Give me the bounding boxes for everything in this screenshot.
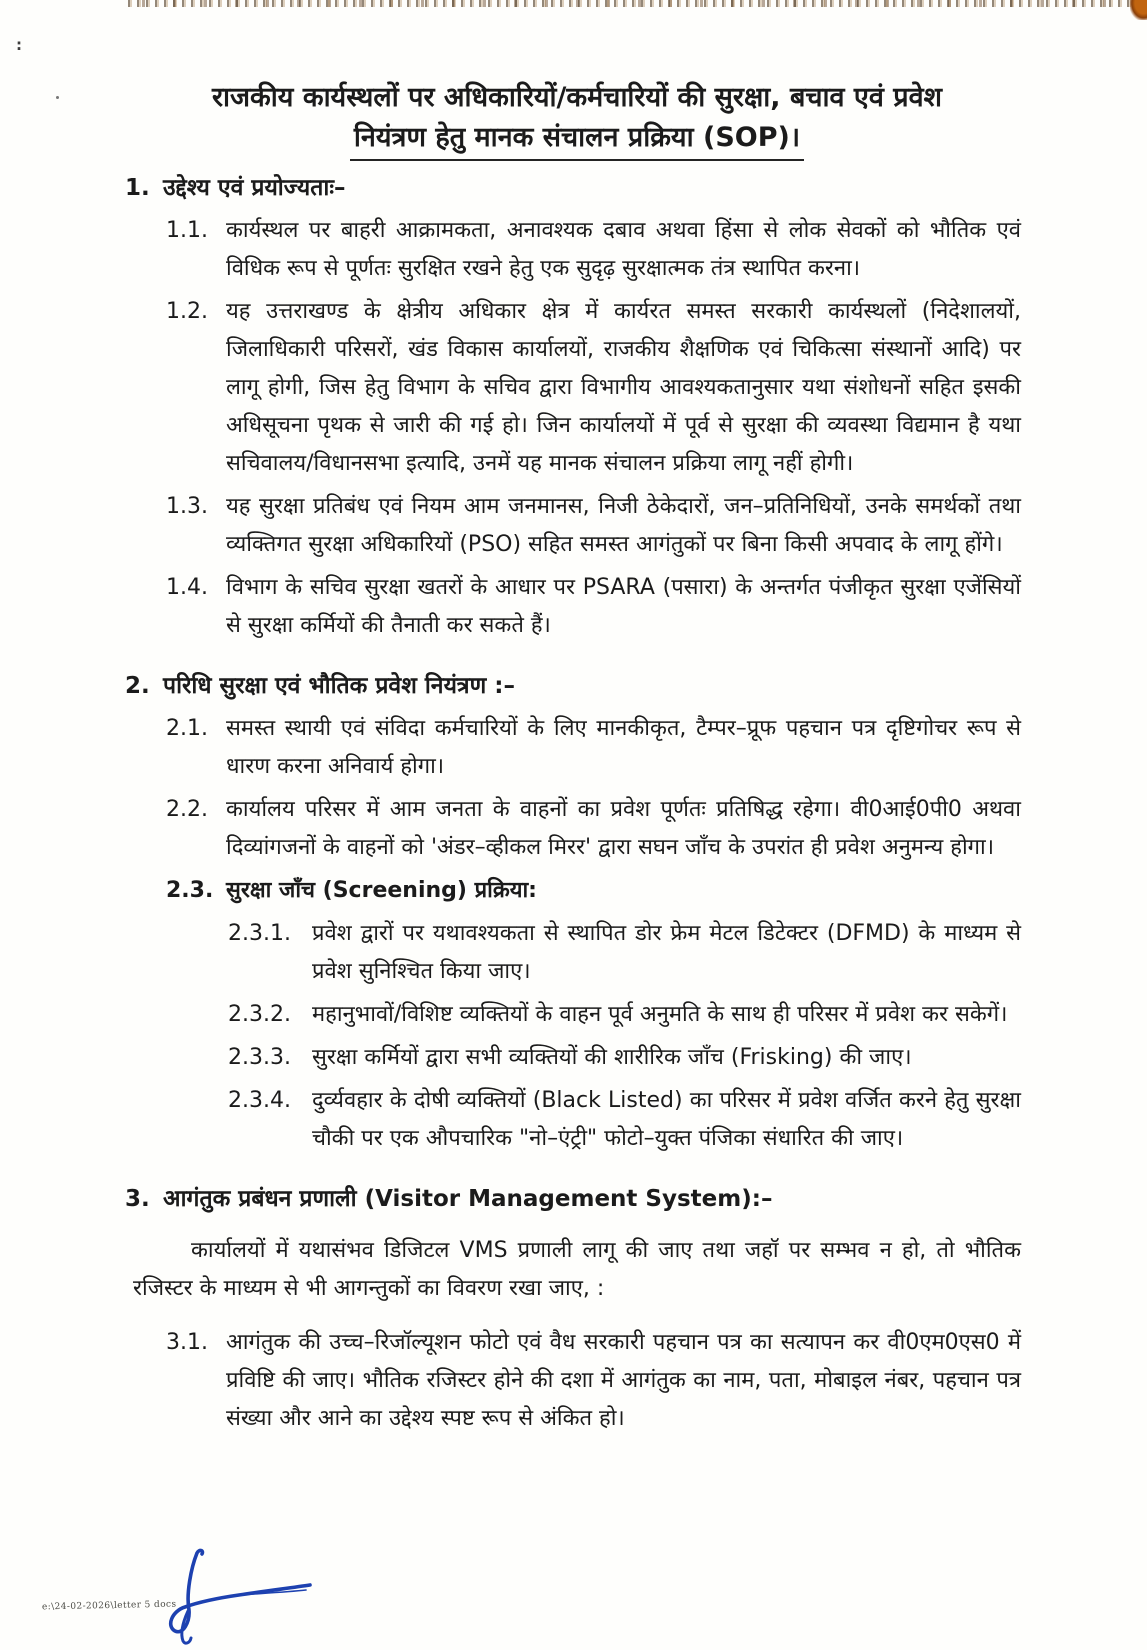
clause-text: सुरक्षा कर्मियों द्वारा सभी व्यक्तियों की शारीरिक जाँच (Frisking) की जाए।	[312, 1045, 912, 1070]
clause-2-3-2	[228, 996, 1021, 1034]
clause-1-1	[166, 212, 1021, 288]
document-title	[133, 78, 1021, 161]
title-line-1: राजकीय कार्यस्थलों पर अधिकारियों/कर्मचारियों की सुरक्षा, बचाव एवं प्रवेश	[211, 82, 943, 113]
clause-text: महानुभावों/विशिष्ट व्यक्तियों के वाहन पूर्व अनुमति के साथ ही परिसर में प्रवेश कर सकेगें।	[312, 1002, 1008, 1027]
clause-number: 1.3.	[166, 494, 208, 519]
scan-dot-speck	[56, 96, 59, 99]
clause-text: आगंतुक की उच्च–रिजॉल्यूशन फोटो एवं वैध सरकारी पहचान पत्र का सत्यापन कर वी0एम0एस0 में प्रविष्टि की जाए। भौतिक रजिस्टर होने की दशा में आगंतुक का नाम, पता, मोबाइल नंबर, पहचान पत्र संख्या और आने का उद्देश्य स्पष्ट रूप से अंकित हो।	[226, 1330, 1021, 1431]
section-2-title: परिधि सुरक्षा एवं भौतिक प्रवेश नियंत्रण :–	[163, 673, 515, 699]
clause-heading-text: सुरक्षा जाँच (Screening) प्रक्रिया:	[226, 878, 537, 903]
title-line-2: नियंत्रण हेतु मानक संचालन प्रक्रिया (SOP)।	[350, 118, 804, 161]
clause-number: 2.3.2.	[228, 1002, 291, 1027]
clause-3-1	[166, 1324, 1021, 1438]
scan-edge-artifact	[128, 0, 1133, 7]
handwritten-signature	[138, 1548, 318, 1648]
clause-number: 2.1.	[166, 716, 208, 741]
clause-text: कार्यस्थल पर बाहरी आक्रामकता, अनावश्यक दबाव अथवा हिंसा से लोक सेवकों को भौतिक एवं विधिक रूप से पूर्णतः सुरक्षित रखने हेतु एक सुदृढ़ सुरक्षात्मक तंत्र स्थापित करना।	[226, 218, 1021, 281]
section-1-number: 1.	[125, 175, 150, 201]
clause-text: कार्यालय परिसर में आम जनता के वाहनों का प्रवेश पूर्णतः प्रतिषिद्ध रहेगा। वी0आई0पी0 अथवा दिव्यांगजनों के वाहनों को 'अंडर–व्हीकल मिरर' द्वारा सघन जाँच के उपरांत ही प्रवेश अनुमन्य होगा।	[226, 797, 1021, 860]
clause-number: 3.1.	[166, 1330, 208, 1355]
section-1-heading	[125, 169, 1021, 207]
clause-number: 1.2.	[166, 299, 208, 324]
scan-corner-stain	[1130, 0, 1147, 20]
scan-speck: :	[16, 36, 22, 54]
section-3-title: आगंतुक प्रबंधन प्रणाली (Visitor Management System):–	[163, 1186, 773, 1212]
section-2-number: 2.	[125, 673, 150, 699]
clause-number: 2.3.	[166, 878, 214, 903]
clause-text: यह सुरक्षा प्रतिबंध एवं नियम आम जनमानस, निजी ठेकेदारों, जन–प्रतिनिधियों, उनके समर्थकों तथा व्यक्तिगत सुरक्षा अधिकारियों (PSO) सहित समस्त आगंतुकों पर बिना किसी अपवाद के लागू होंगे।	[226, 494, 1021, 557]
clause-text: दुर्व्यवहार के दोषी व्यक्तियों (Black Listed) का परिसर में प्रवेश वर्जित करने हेतु सुरक्षा चौकी पर एक औपचारिक "नो–एंट्री" फोटो–युक्त पंजिका संधारित की जाए।	[312, 1088, 1021, 1151]
clause-text: यह उत्तराखण्ड के क्षेत्रीय अधिकार क्षेत्र में कार्यरत समस्त सरकारी कार्यस्थलों (निदेशालयों, जिलाधिकारी परिसरों, खंड विकास कार्यालयों, राजकीय शैक्षणिक एवं चिकित्सा संस्थानों आदि) पर लागू होगी, जिस हेतु विभाग के सचिव द्वारा विभागीय आवश्यकतानुसार यथा संशोधनों सहित इसकी अधिसूचना पृथक से जारी की गई हो। जिन कार्यालयों में पूर्व से सुरक्षा की व्यवस्था विद्यमान है यथा सचिवालय/विधानसभा इत्यादि, उनमें यह मानक संचालन प्रक्रिया लागू नहीं होगी।	[226, 299, 1021, 476]
clause-2-3-3	[228, 1039, 1021, 1077]
document-body	[125, 78, 1021, 1438]
clause-2-3-heading	[166, 872, 1021, 910]
section-3-intro: कार्यालयों में यथासंभव डिजिटल VMS प्रणाली लागू की जाए तथा जहॉ पर सम्भव न हो, तो भौतिक रजिस्टर के माध्यम से भी आगन्तुकों का विवरण रखा जाए, :	[133, 1238, 1021, 1301]
clause-text: समस्त स्थायी एवं संविदा कर्मचारियों के लिए मानकीकृत, टैम्पर–प्रूफ पहचान पत्र दृष्टिगोचर रूप से धारण करना अनिवार्य होगा।	[226, 716, 1021, 779]
clause-number: 2.3.3.	[228, 1045, 291, 1070]
clause-number: 2.2.	[166, 797, 208, 822]
clause-number: 2.3.1.	[228, 921, 291, 946]
clause-text: प्रवेश द्वारों पर यथावश्यकता से स्थापित डोर फ्रेम मेटल डिटेक्टर (DFMD) के माध्यम से प्रवेश सुनिश्चित किया जाए।	[312, 921, 1021, 984]
clause-number: 1.4.	[166, 575, 208, 600]
section-3-heading	[125, 1180, 1021, 1218]
clause-1-3	[166, 488, 1021, 564]
section-2-heading	[125, 667, 1021, 705]
clause-1-2	[166, 293, 1021, 483]
clause-2-3-4	[228, 1082, 1021, 1158]
section-3-number: 3.	[125, 1186, 150, 1212]
clause-2-3-1	[228, 915, 1021, 991]
clause-text: विभाग के सचिव सुरक्षा खतरों के आधार पर PSARA (पसारा) के अन्तर्गत पंजीकृत सुरक्षा एजेंसियों से सुरक्षा कर्मियों की तैनाती कर सकते हैं।	[226, 575, 1021, 638]
file-path-footnote: e:\24-02-2026\letter 5 docs	[41, 1599, 177, 1613]
clause-number: 2.3.4.	[228, 1088, 291, 1113]
clause-1-4	[166, 569, 1021, 645]
clause-number: 1.1.	[166, 218, 208, 243]
clause-2-2	[166, 791, 1021, 867]
section-1-title: उद्देश्य एवं प्रयोज्यताः–	[163, 175, 346, 201]
clause-2-1	[166, 710, 1021, 786]
